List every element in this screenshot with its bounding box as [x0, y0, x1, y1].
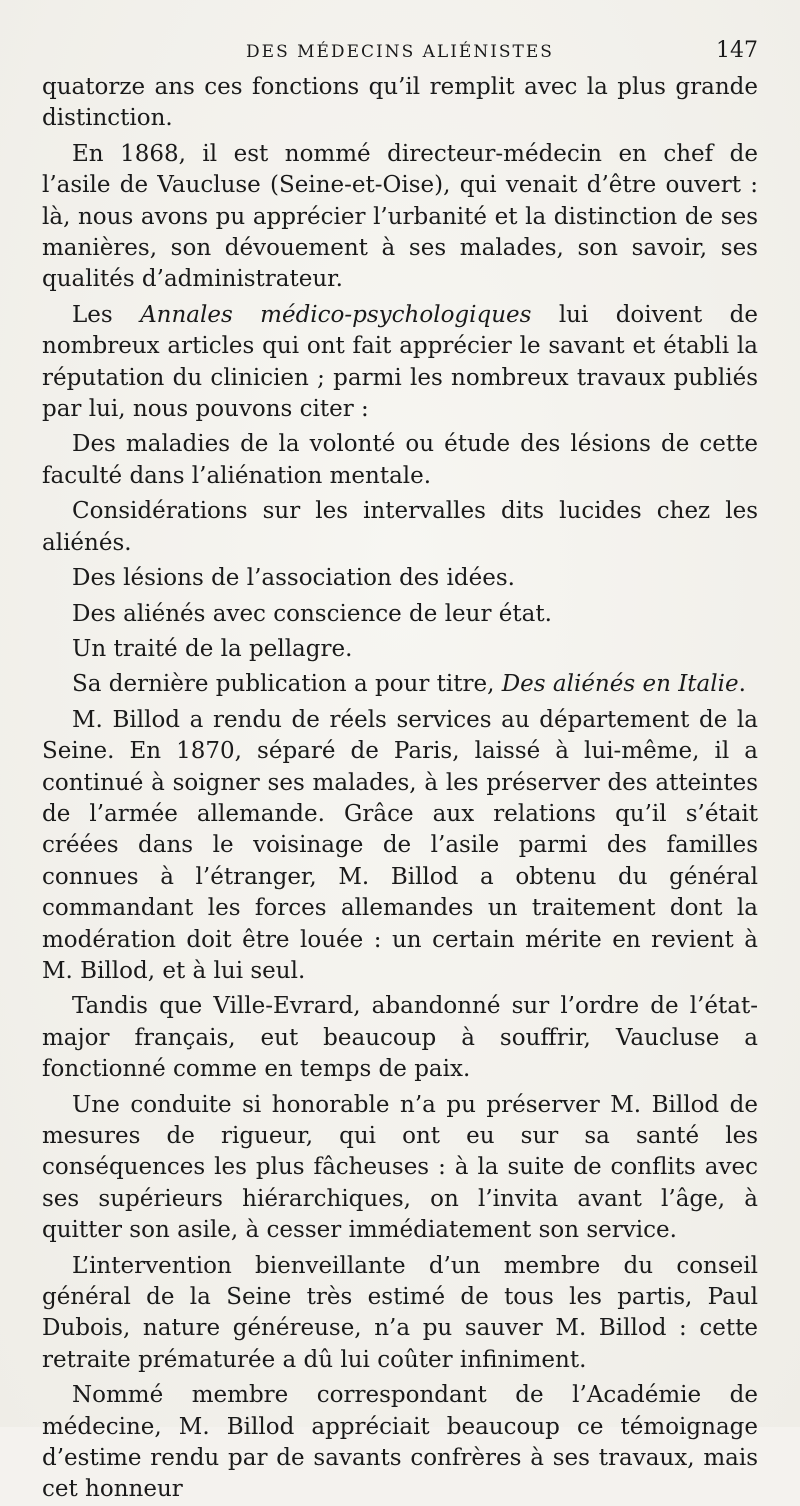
- paragraph: [42, 300, 758, 426]
- paragraph: [42, 669, 758, 700]
- body-text: [42, 72, 758, 1506]
- paragraph: Une conduite si honorable n’a pu préserver M. Billod de mesures de rigueur, qui ont eu sur sa santé les conséquences les plus fâcheuses : à la suite de conflits avec ses supérieurs hiérarchiques, on l’invita avant l’âge, à quitter son asile, à cesser immédiatement son service.: [42, 1091, 758, 1244]
- publication-title: Des aliénés en Italie: [501, 671, 739, 698]
- paragraph: M. Billod a rendu de réels services au département de la Seine. En 1870, séparé de Paris, laissé à lui-même, il a continué à soigner ses malades, à les préserver des atteintes de l’armée allemande. Grâce aux relations qu’il s’était créées dans le voisinage de l’asile parmi des familles connues à l’étranger, M. Billod a obtenu du général commandant les forces allemandes un traitement dont la modération doit être louée : un certain mérite en revient à M. Billod, et à lui seul.: [42, 706, 758, 984]
- publication-item: Des lésions de l’association des idées.: [72, 565, 515, 592]
- paragraph: En 1868, il est nommé directeur-médecin en chef de l’asile de Vaucluse (Seine-et-Oise), qui venait d’être ouvert : là, nous avons pu apprécier l’urbanité et la distinction de ses manières, son dévouement à ses malades, son savoir, ses qualités d’administrateur.: [42, 140, 758, 293]
- paragraph: Tandis que Ville-Evrard, abandonné sur l’ordre de l’état-major français, eut beaucoup à souffrir, Vaucluse a fonctionné comme en temps de paix.: [42, 993, 758, 1083]
- paragraph: L’intervention bienveillante d’un membre du conseil général de la Seine très estimé de tous les partis, Paul Dubois, nature généreuse, n’a pu sauver M. Billod : cette retraite prématurée a dû lui coûter infiniment.: [42, 1252, 758, 1373]
- paragraph: Nommé membre correspondant de l’Académie de médecine, M. Billod appréciait beaucoup ce témoignage d’estime rendu par de savants confrères à ses travaux, mais cet honneur: [42, 1382, 758, 1503]
- paragraph: quatorze ans ces fonctions qu’il remplit avec la plus grande distinction.: [42, 74, 758, 132]
- publication-item: Considérations sur les intervalles dits lucides chez les aliénés.: [42, 498, 758, 556]
- publication-item: Des maladies de la volonté ou étude des lésions de cette faculté dans l’aliénation mentale.: [42, 431, 758, 489]
- page-number: 147: [716, 38, 758, 63]
- page-header: [42, 32, 758, 72]
- publication-item: Un traité de la pellagre.: [72, 635, 353, 662]
- running-head: DES MÉDECINS ALIÉNISTES: [246, 42, 554, 62]
- journal-title: Annales médico-psychologiques: [140, 301, 532, 328]
- paragraph-text: Les: [72, 301, 141, 328]
- publication-item: Des aliénés avec conscience de leur état.: [72, 600, 552, 627]
- paragraph-text: .: [738, 671, 746, 698]
- paragraph-text: lui doivent de nombreux articles qui ont fait apprécier le savant et établi la réputation du clinicien ; parmi les nombreux travaux publiés par lui, nous pouvons citer :: [42, 301, 759, 423]
- paragraph-text: Sa dernière publication a pour titre,: [72, 671, 502, 698]
